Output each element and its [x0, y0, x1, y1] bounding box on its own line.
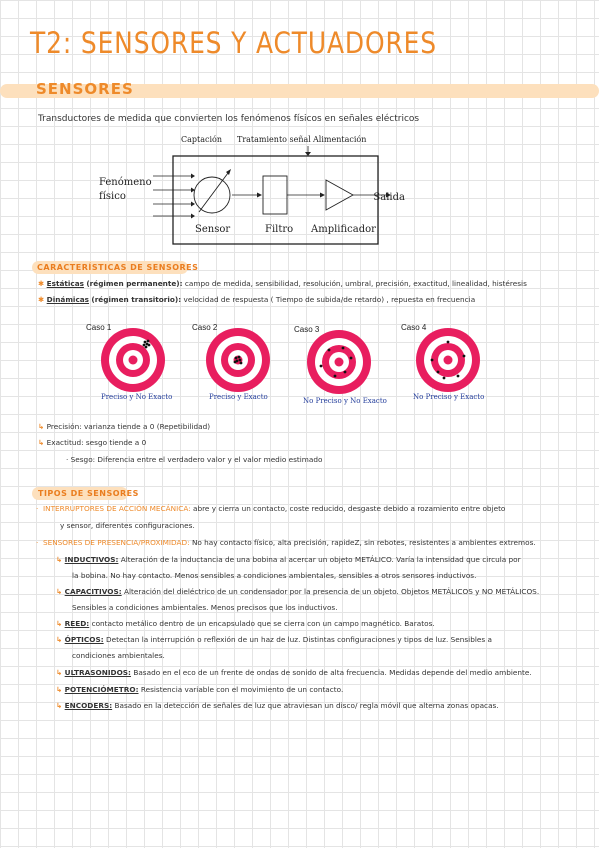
inductivos-term: INDUCTIVOS:: [64, 555, 119, 564]
reed-term: REED:: [64, 619, 90, 628]
dinamicas-line: [38, 295, 475, 304]
intro-text: Transductores de medida que convierten los fenómenos físicos en señales eléctricos: [38, 114, 420, 124]
dinamicas-paren: (régimen transitorio):: [91, 295, 182, 304]
sesgo-line: · Sesgo: Diferencia entre el verdadero valor y el valor medio estimado: [66, 455, 323, 464]
capacitivos-term: CAPACITIVOS:: [64, 587, 122, 596]
bullet-star-icon: ✱: [38, 279, 47, 288]
potenciometro-term: POTENCIÓMETRO:: [64, 685, 139, 694]
opticos-text: Detectan la interrupción o reflexión de un haz de luz. Distintas configuraciones y tipos de luz. Sensibles a: [105, 635, 492, 644]
encoders-text: Basado en la detección de señales de luz que atraviesan un disco/ regla móvil que alterna zonas opacas.: [114, 701, 499, 710]
arrow-icon: ↳: [56, 619, 65, 628]
capacitivos-line-2: Sensibles a condiciones ambientales. Menos precisos que los inductivos.: [72, 603, 338, 612]
inductivos-text: Alteración de la inductancia de una bobina al acercar un objeto METÁLICO. Varía la intensidad que circula por: [120, 555, 521, 564]
estaticas-line: [38, 279, 527, 288]
dinamicas-term: Dinámicas: [46, 295, 90, 304]
label-captacion: Captación: [181, 135, 223, 144]
arrow-icon: ↳: [56, 587, 65, 596]
ultrasonidos-text: Basado en el eco de un frente de ondas de sonido de alta frecuencia. Medidas depende del medio ambiente.: [133, 668, 532, 677]
potenciometro-text: Resistencia variable con el movimiento de un contacto.: [140, 685, 344, 694]
target-caso-4: [414, 326, 482, 394]
potenciometro-line: [56, 685, 343, 694]
caso-4-label: Caso 4: [401, 323, 427, 332]
estaticas-paren: (régimen permanente):: [86, 279, 183, 288]
capacitivos-text: Alteración del dieléctrico de un condensador por la presencia de un objeto. Objetos METÁLICOS y NO METÁLICOS.: [123, 587, 540, 596]
interruptores-line: · INTERRUPTORES DE ACCIÓN MECÁNICA: abre y cierra un contacto, coste reducido, desgaste debido a rozamiento entre objeto: [36, 504, 506, 513]
encoders-term: ENCODERS:: [64, 701, 113, 710]
inductivos-line: [56, 555, 521, 564]
amplifier-symbol: [326, 180, 353, 210]
opticos-term: ÓPTICOS:: [64, 635, 104, 644]
reed-line: [56, 619, 435, 628]
caso-1-label: Caso 1: [86, 323, 112, 332]
precision-line: [38, 422, 210, 431]
encoders-line: [56, 701, 499, 710]
arrow-icon: ↳: [56, 555, 65, 564]
label-fisico: físico: [99, 191, 126, 202]
caso-2-label: Caso 2: [192, 323, 218, 332]
estaticas-term: Estáticas: [46, 279, 84, 288]
heading-caracteristicas: CARACTERÍSTICAS DE SENSORES: [37, 263, 199, 272]
capacitivos-line: [56, 587, 539, 596]
label-salida: Salida: [373, 192, 405, 203]
target-caso-2: [204, 326, 272, 394]
inductivos-line-2: la bobina. No hay contacto. Menos sensibles a condiciones ambientales, sensibles a otros sensores inductivos.: [72, 571, 477, 580]
arrow-icon: ↳: [38, 422, 47, 431]
arrow-icon: ↳: [56, 635, 65, 644]
caso-3-label: Caso 3: [294, 325, 320, 334]
interruptores-line-2: y sensor, diferentes configuraciones.: [60, 521, 195, 530]
bullet-star-icon: ✱: [38, 295, 47, 304]
caption-caso-3: No Preciso y No Exacto: [303, 397, 387, 405]
arrow-icon: ↳: [38, 438, 47, 447]
dinamicas-text: velocidad de respuesta ( Tiempo de subida/de retardo) , repuesta en frecuencia: [183, 295, 476, 304]
reed-text: contacto metálico dentro de un encapsulado que se cierra con un campo magnético. Baratos.: [91, 619, 435, 628]
caption-caso-1: Preciso y No Exacto: [101, 393, 173, 401]
presencia-line: · SENSORES DE PRESENCIA/PROXIMIDAD: No hay contacto físico, alta precisión, rapideZ, sin rebotes, resistentes a ambientes extremos.: [36, 538, 536, 547]
target-caso-1: [99, 326, 167, 394]
arrow-icon: ↳: [56, 701, 65, 710]
estaticas-text: campo de medida, sensibilidad, resolución, umbral, precisión, exactitud, linealidad, histéresis: [184, 279, 527, 288]
precision-text: Precisión: varianza tiende a 0 (Repetibilidad): [46, 422, 211, 431]
interruptores-term: INTERRUPTORES DE ACCIÓN MECÁNICA:: [42, 504, 191, 513]
caption-caso-4: No Preciso y Exacto: [413, 393, 485, 401]
label-alimentacion: Alimentación: [313, 135, 367, 144]
presencia-text: No hay contacto físico, alta precisión, rapideZ, sin rebotes, resistentes a ambientes extremos.: [191, 538, 536, 547]
filter-block: [263, 176, 287, 214]
target-caso-3: [305, 328, 373, 396]
interruptores-text: abre y cierra un contacto, coste reducido, desgaste debido a rozamiento entre objeto: [192, 504, 506, 513]
opticos-line: [56, 635, 492, 644]
sensor-block-diagram: [95, 130, 405, 250]
opticos-line-2: condiciones ambientales.: [72, 651, 165, 660]
ultrasonidos-line: [56, 668, 532, 677]
exactitud-line: [38, 438, 146, 447]
label-tratamiento: Tratamiento señal: [237, 135, 311, 144]
ultrasonidos-term: ULTRASONIDOS:: [64, 668, 131, 677]
section-heading-sensores: SENSORES: [36, 80, 134, 98]
label-sensor: Sensor: [195, 224, 231, 235]
label-fenomeno: Fenómeno: [99, 177, 152, 188]
presencia-term: SENSORES DE PRESENCIA/PROXIMIDAD:: [42, 538, 190, 547]
arrow-icon: ↳: [56, 668, 65, 677]
exactitud-text: Exactitud: sesgo tiende a 0: [46, 438, 147, 447]
caption-caso-2: Preciso y Exacto: [209, 393, 268, 401]
label-amplificador: Amplificador: [311, 224, 376, 235]
label-filtro: Filtro: [265, 224, 294, 235]
page-title: T2: SENSORES Y ACTUADORES: [30, 26, 437, 60]
arrow-icon: ↳: [56, 685, 65, 694]
heading-tipos: TIPOS DE SENSORES: [38, 489, 139, 498]
